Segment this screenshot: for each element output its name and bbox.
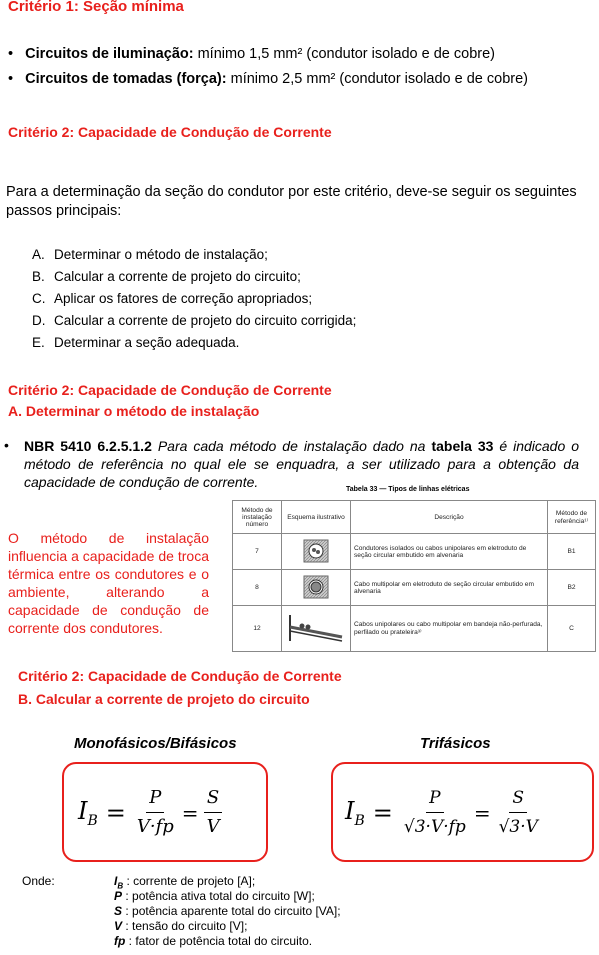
table-row: 7 Condutores isolados ou cabos unipolares em eletroduto de seção circular embutido em alvenaria B1 xyxy=(233,534,596,570)
mono-label: Monofásicos/Bifásicos xyxy=(74,735,237,752)
table-row: 12 Cabos unipolares ou cabo multipolar em bandeja não-perfurada, perfilado ou prateleira³⁾ C xyxy=(233,606,596,652)
table33 xyxy=(232,500,596,652)
criterio1-title: Critério 1: Seção mínima xyxy=(8,0,184,15)
definition-s: S : potência aparente total do circuito [VA]; xyxy=(114,904,341,918)
table-header: Método de referência¹⁾ xyxy=(548,501,596,534)
conduit-scheme-icon xyxy=(282,534,351,570)
criterio2-intro: Para a determinação da seção do condutor por este critério, deve-se seguir os seguintes passos principais: xyxy=(6,184,577,219)
sectionB-subtitle: B. Calcular a corrente de projeto do circuito xyxy=(18,691,310,707)
formula-tri: $I_B$ = $\frac{P}{√3\cdot V\cdot fp}$ = $\frac{S}{√3\cdot V}$ xyxy=(345,784,541,841)
sectionA-title: Critério 2: Capacidade de Condução de Corrente xyxy=(8,382,332,398)
multipolar-conduit-icon xyxy=(282,570,351,606)
formula-tri-box xyxy=(331,762,594,862)
bullet-iluminacao: • Circuitos de iluminação: mínimo 1,5 mm² (condutor isolado e de cobre) xyxy=(8,46,495,62)
step-d: D. Calcular a corrente de projeto do circuito corrigida; xyxy=(32,313,357,328)
step-a: A. Determinar o método de instalação; xyxy=(32,247,268,262)
definition-p: P : potência ativa total do circuito [W]; xyxy=(114,889,315,903)
step-b: B. Calcular a corrente de projeto do circuito; xyxy=(32,269,301,284)
table-header: Descrição xyxy=(351,501,548,534)
bullet-tomadas: • Circuitos de tomadas (força): mínimo 2,5 mm² (condutor isolado e de cobre) xyxy=(8,71,528,87)
table-header: Esquema ilustrativo xyxy=(282,501,351,534)
sectionA-subtitle: A. Determinar o método de instalação xyxy=(8,403,260,419)
criterio2-title: Critério 2: Capacidade de Condução de Corrente xyxy=(8,124,332,140)
tri-label: Trifásicos xyxy=(420,735,491,752)
definition-ib: $I_B$ : corrente de projeto [A]; xyxy=(114,874,256,891)
step-c: C. Aplicar os fatores de correção apropriados; xyxy=(32,291,313,306)
tray-scheme-icon xyxy=(282,606,351,652)
formula-mono-box xyxy=(62,762,268,862)
table33-caption: Tabela 33 — Tipos de linhas elétricas xyxy=(346,486,470,493)
steps-list xyxy=(32,244,356,354)
step-e: E. Determinar a seção adequada. xyxy=(32,335,240,350)
formula-mono: $I_B$ = $\frac{P}{V\cdot fp}$ = $\frac{S}{V}$ xyxy=(78,784,223,841)
nbr-quote: NBR 5410 6.2.5.1.2 Para cada método de instalação dado na tabela 33 é indicado o método de referência no qual ele se enquadra, a ser utilizado para a obtenção da capacidade de condução de corrente. xyxy=(24,438,579,490)
nbr-bullet-dot: • xyxy=(4,437,9,453)
definition-fp: fp : fator de potência total do circuito. xyxy=(114,934,313,948)
sectionB-title: Critério 2: Capacidade de Condução de Corrente xyxy=(18,668,342,684)
definitions-list xyxy=(114,874,341,949)
onde-label: Onde: xyxy=(22,874,55,888)
definition-v: V : tensão do circuito [V]; xyxy=(114,919,248,933)
table-header-row xyxy=(233,501,596,534)
table-row: 8 Cabo multipolar em eletroduto de seção circular embutido em alvenaria B2 xyxy=(233,570,596,606)
red-paragraph: O método de instalação influencia a capacidade de troca térmica entre os condutores e o ambiente, alterando a capacidade de condução de corrente dos condutores. xyxy=(8,530,209,636)
table-header: Método de instalação número xyxy=(233,501,282,534)
